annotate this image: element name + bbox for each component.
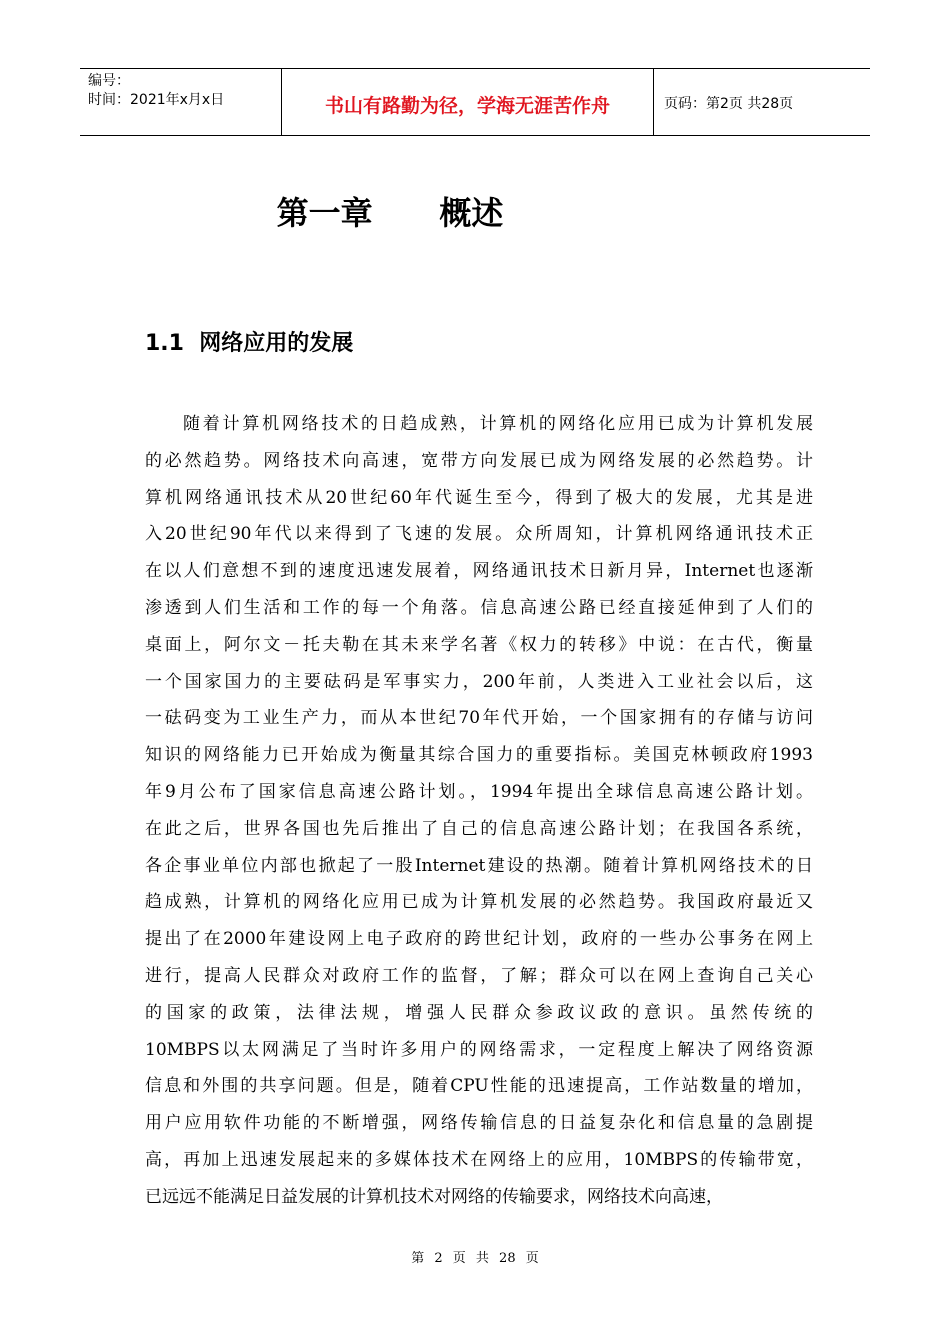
body-line: 的国家的政策，法律法规，增强人民群众参政议政的意识。虽然传统的 (145, 1002, 813, 1023)
body-line: 知识的网络能力已开始成为衡量其综合国力的重要指标。美国克林顿政府1993 (145, 745, 813, 766)
body-line: 高，再加上迅速发展起来的多媒体技术在网络上的应用，10MBPS的传输带宽， (145, 1149, 813, 1170)
header-page-info: 页码：第2页 共28页 (664, 96, 794, 112)
header-motto-cell (282, 69, 654, 135)
page-footer: 第 2 页 共 28 页 (411, 1251, 539, 1266)
body-line: 一个国家国力的主要砝码是军事实力，200年前，人类进入工业社会以后，这 (145, 671, 813, 692)
body-line: 在以人们意想不到的速度迅速发展着，网络通讯技术日新月异，Internet也逐渐 (145, 561, 813, 582)
body-line: 信息和外围的共享问题。但是，随着CPU性能的迅速提高，工作站数量的增加， (145, 1076, 813, 1097)
header-motto: 书山有路勤为径，学海无涯苦作舟 (324, 94, 610, 117)
document-time-label: 时间：2021年x月x日 (88, 92, 225, 108)
body-line: 随着计算机网络技术的日趋成熟，计算机的网络化应用已成为计算机发展 (183, 414, 813, 434)
body-line: 提出了在2000年建设网上电子政府的跨世纪计划，政府的一些办公事务在网上 (145, 929, 813, 950)
body-line: 年9月公布了国家信息高速公路计划。，1994年提出全球信息高速公路计划。 (145, 781, 813, 802)
body-line: 用户应用软件功能的不断增强，网络传输信息的日益复杂化和信息量的急剧提 (145, 1113, 813, 1134)
body-paragraph (145, 406, 813, 1216)
body-line: 各企事业单位内部也掀起了一股Internet建设的热潮。随着计算机网络技术的日 (145, 855, 813, 876)
body-line: 已远远不能满足日益发展的计算机技术对网络的传输要求，网络技术向高速， (145, 1186, 723, 1207)
chapter-title: 第一章 概述 (276, 194, 504, 232)
body-line: 10MBPS以太网满足了当时许多用户的网络需求，一定程度上解决了网络资源 (145, 1039, 813, 1060)
body-line: 桌面上，阿尔文－托夫勒在其未来学名著《权力的转移》中说：在古代，衡量 (145, 634, 813, 655)
header-page-cell (654, 69, 870, 135)
body-line: 渗透到人们生活和工作的每一个角落。信息高速公路已经直接延伸到了人们的 (145, 597, 813, 618)
page-header (80, 68, 870, 136)
body-line: 在此之后，世界各国也先后推出了自己的信息高速公路计划；在我国各系统， (145, 818, 813, 839)
section-title: 1.1 网络应用的发展 (145, 331, 354, 356)
body-line: 趋成熟，计算机的网络化应用已成为计算机发展的必然趋势。我国政府最近又 (145, 892, 813, 913)
body-line: 的必然趋势。网络技术向高速，宽带方向发展已成为网络发展的必然趋势。计 (145, 450, 813, 471)
header-meta-cell (80, 69, 282, 135)
body-line: 一砝码变为工业生产力，而从本世纪70年代开始，一个国家拥有的存储与访问 (145, 708, 813, 729)
body-line: 算机网络通讯技术从20世纪60年代诞生至今，得到了极大的发展，尤其是进 (145, 487, 813, 508)
document-number-label: 编号： (88, 73, 130, 89)
body-line: 进行，提高人民群众对政府工作的监督，了解；群众可以在网上查询自己关心 (145, 965, 813, 986)
body-line: 入20世纪90年代以来得到了飞速的发展。众所周知，计算机网络通讯技术正 (145, 524, 813, 545)
